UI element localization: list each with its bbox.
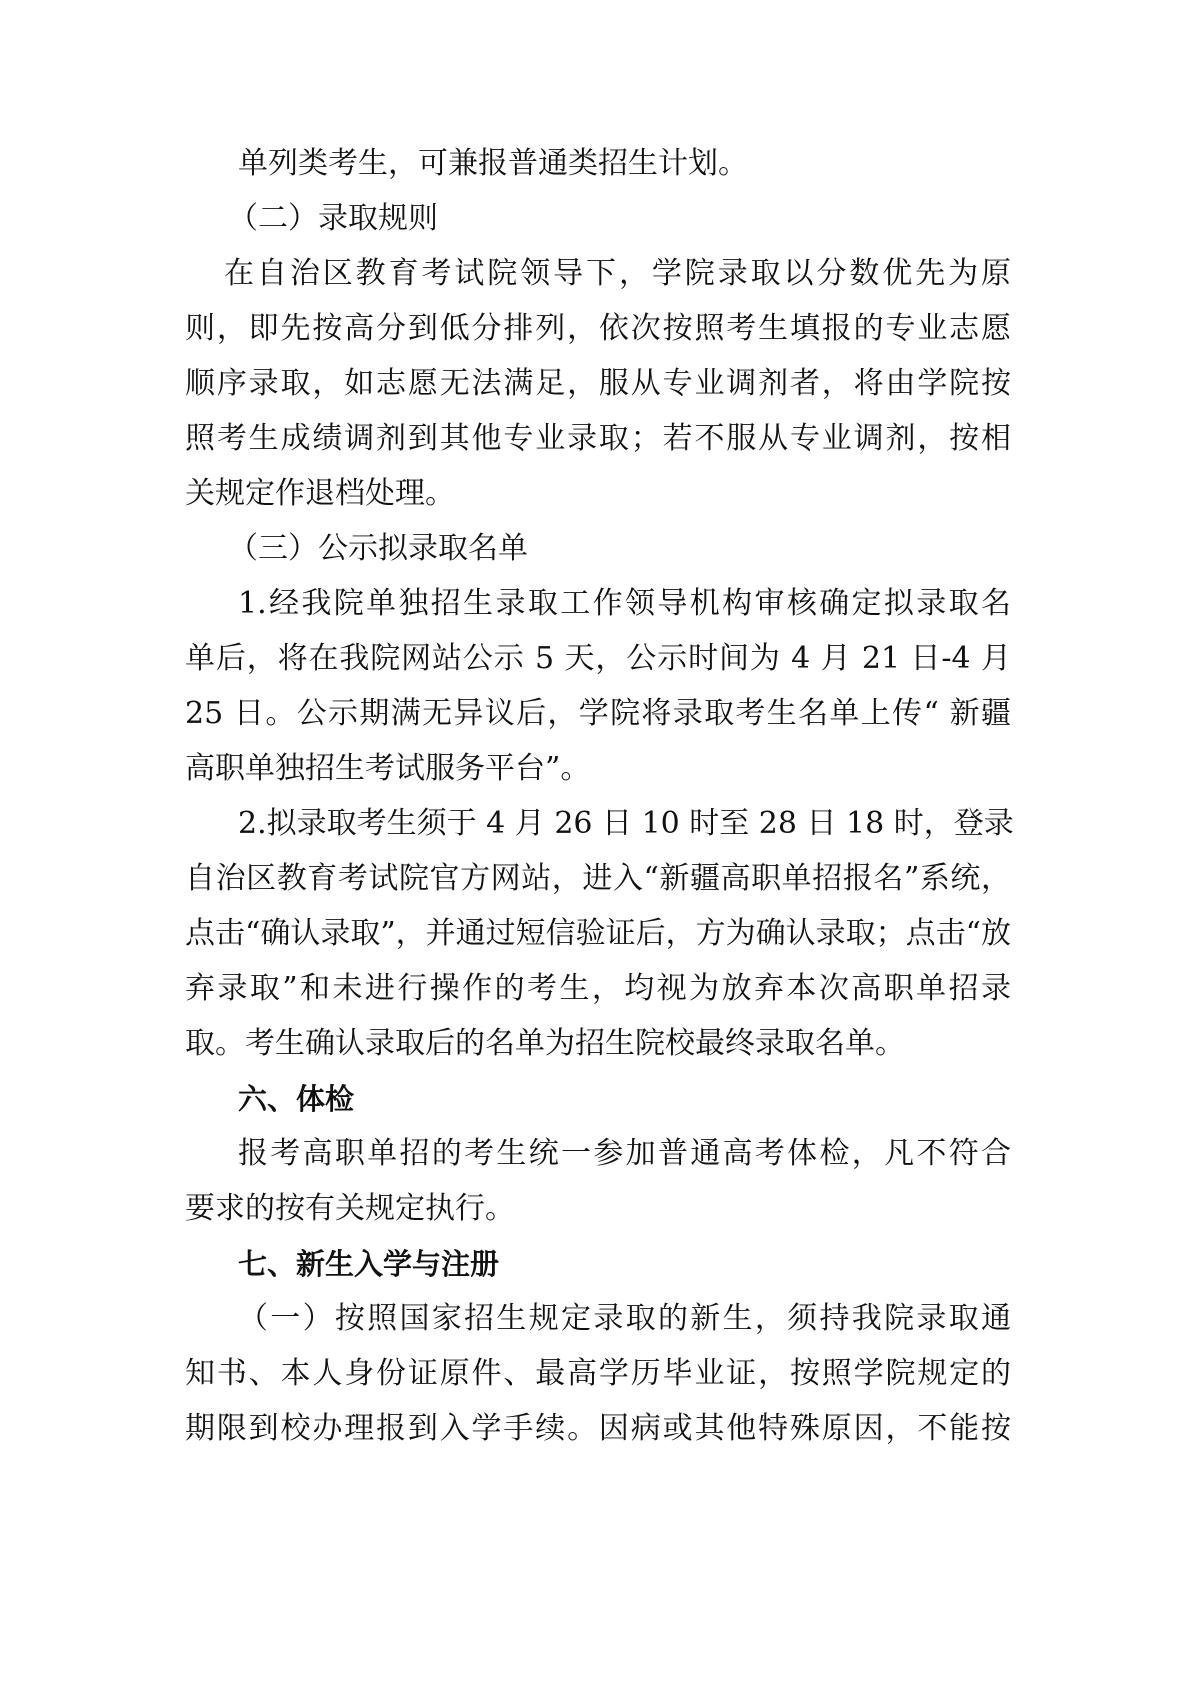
text-line: 顺序录取，如志愿无法满足，服从专业调剂者，将由学院按 xyxy=(185,366,1011,401)
text-line: 1.经我院单独招生录取工作领导机构审核确定拟录取名 xyxy=(238,586,1011,621)
text-line: 在自治区教育考试院领导下，学院录取以分数优先为原 xyxy=(224,256,1011,291)
text-line: 单列类考生，可兼报普通类招生计划。 xyxy=(238,146,748,181)
text-line: 点击“确认录取”，并通过短信验证后，方为确认录取；点击“放 xyxy=(185,916,1012,951)
text-line: 弃录取”和未进行操作的考生，均视为放弃本次高职单招录 xyxy=(185,971,1011,1006)
section-heading-enrollment: 七、新生入学与注册 xyxy=(238,1247,500,1281)
text-line: 知书、本人身份证原件、最高学历毕业证，按照学院规定的 xyxy=(185,1356,1011,1391)
text-line: （一）按照国家招生规定录取的新生，须持我院录取通 xyxy=(238,1301,1011,1336)
text-line: 报考高职单招的考生统一参加普通高考体检，凡不符合 xyxy=(238,1136,1011,1171)
text-line: 取。考生确认录取后的名单为招生院校最终录取名单。 xyxy=(185,1026,905,1061)
text-line: 关规定作退档处理。 xyxy=(185,476,455,511)
section-heading-physical-exam: 六、体检 xyxy=(238,1082,355,1116)
text-line: 高职单独招生考试服务平台”。 xyxy=(185,751,591,786)
text-line: 自治区教育考试院官方网站，进入“新疆高职单招报名”系统， xyxy=(185,861,1011,896)
section-heading-publicity: （三）公示拟录取名单 xyxy=(228,531,528,566)
text-line: 单后，将在我院网站公示 5 天，公示时间为 4 月 21 日-4 月 xyxy=(185,641,1011,676)
section-heading-admission-rules: （二）录取规则 xyxy=(228,201,438,236)
text-line: 期限到校办理报到入学手续。因病或其他特殊原因，不能按 xyxy=(185,1411,1011,1446)
text-line: 照考生成绩调剂到其他专业录取；若不服从专业调剂，按相 xyxy=(185,421,1011,456)
text-line: 要求的按有关规定执行。 xyxy=(185,1191,515,1226)
text-line: 2.拟录取考生须于 4 月 26 日 10 时至 28 日 18 时，登录 xyxy=(238,806,1014,841)
text-line: 则，即先按高分到低分排列，依次按照考生填报的专业志愿 xyxy=(185,311,1011,346)
text-line: 25 日。公示期满无异议后，学院将录取考生名单上传“ 新疆 xyxy=(185,696,1011,731)
